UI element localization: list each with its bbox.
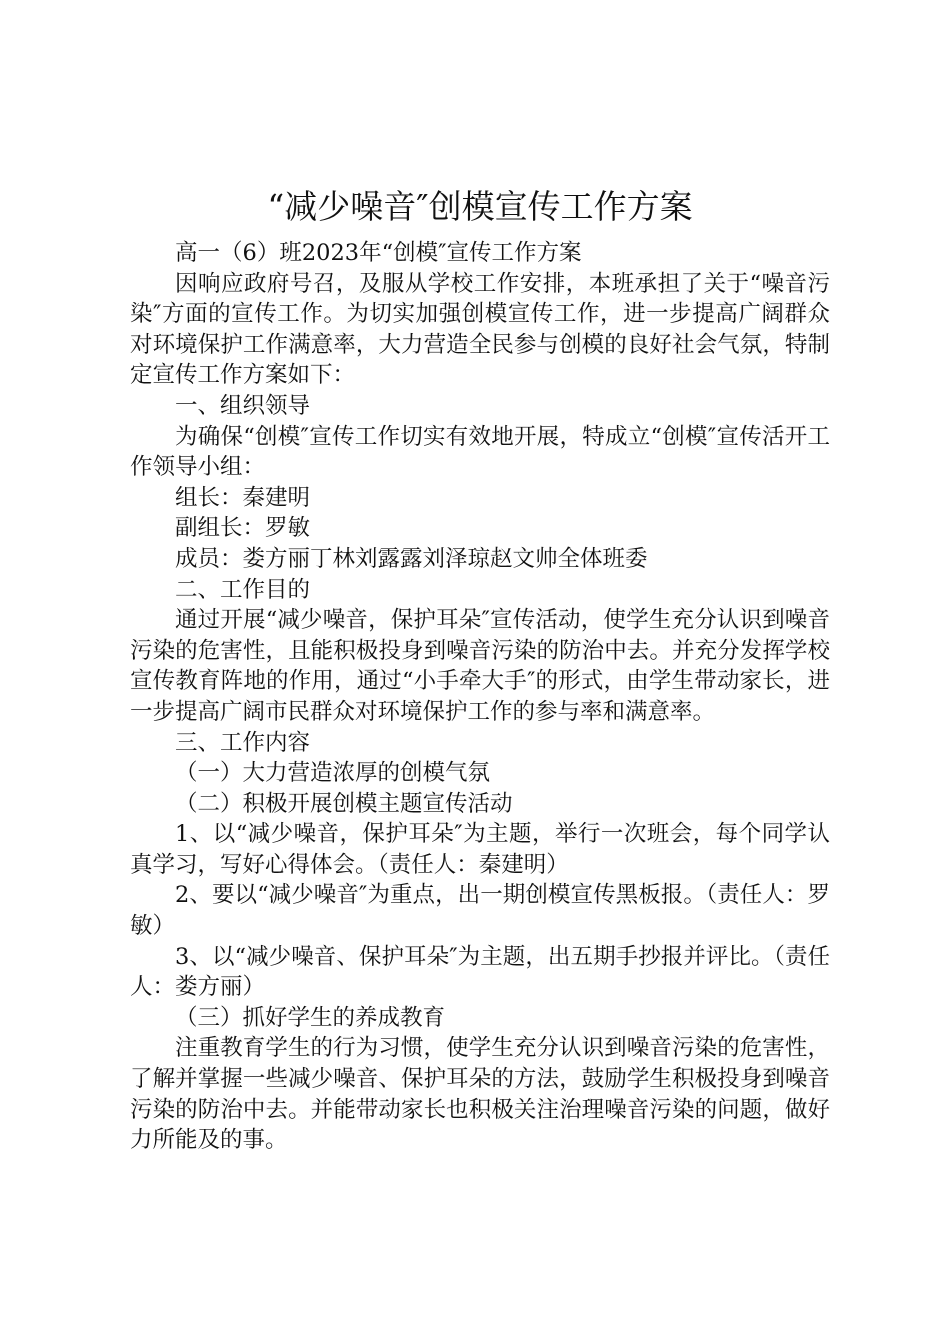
deputy-leader-line: 副组长：罗敏 xyxy=(175,515,311,542)
habit-education-paragraph: 注重教育学生的行为习惯，使学生充分认识到噪音污染的危害性，了解并掌握一些减少噪音、保护耳朵的方法，鼓励学生积极投身到噪音污染的防治中去。并能带动家长也积极关注治理噪音污染的问题，做好力所能及的事。 xyxy=(130,1035,830,1154)
intro-paragraph: 因响应政府号召，及服从学校工作安排，本班承担了关于“噪音污染″方面的宣传工作。为切实加强创模宣传工作，进一步提高广阔群众对环境保护工作满意率，大力营造全民参与创模的良好社会气氛，特制定宣传工作方案如下： xyxy=(130,270,830,389)
members-line: 成员：娄方丽丁林刘露露刘泽琼赵文帅全体班委 xyxy=(175,545,648,572)
section-heading-content: 三、工作内容 xyxy=(175,729,311,756)
subsection-1-heading: （一）大力营造浓厚的创模气氛 xyxy=(175,760,491,787)
subsection-2-heading: （二）积极开展创模主题宣传活动 xyxy=(175,790,513,817)
document-page xyxy=(130,180,830,1156)
class-plan-heading: 高一（6）班2023年“创模″宣传工作方案 xyxy=(175,240,582,266)
leader-line: 组长：秦建明 xyxy=(175,484,311,511)
purpose-paragraph: 通过开展“减少噪音，保护耳朵″宣传活动，使学生充分认识到噪音污染的危害性，且能积极投身到噪音污染的防治中去。并充分发挥学校宣传教育阵地的作用，通过“小手牵大手″的形式，由学生带动家长，进一步提高广阔市民群众对环境保护工作的参与率和满意率。 xyxy=(130,607,830,725)
section-heading-organization: 一、组织领导 xyxy=(175,392,311,419)
activity-item-3: 3、以“减少噪音、保护耳朵″为主题，出五期手抄报并评比。（责任人：娄方丽） xyxy=(130,943,830,1001)
document-title: “减少噪音″创模宣传工作方案 xyxy=(267,187,693,226)
activity-item-2: 2、要以“减少噪音″为重点，出一期创模宣传黑板报。（责任人：罗敏） xyxy=(130,882,830,940)
activity-item-1: 1、以“减少噪音，保护耳朵″为主题，举行一次班会，每个同学认真学习，写好心得体会。（责任人：秦建明） xyxy=(130,821,830,878)
subsection-3-heading: （三）抓好学生的养成教育 xyxy=(175,1004,446,1031)
organization-paragraph: 为确保“创模″宣传工作切实有效地开展，特成立“创模″宣传活开工作领导小组： xyxy=(130,423,830,481)
section-heading-purpose: 二、工作目的 xyxy=(175,576,311,603)
